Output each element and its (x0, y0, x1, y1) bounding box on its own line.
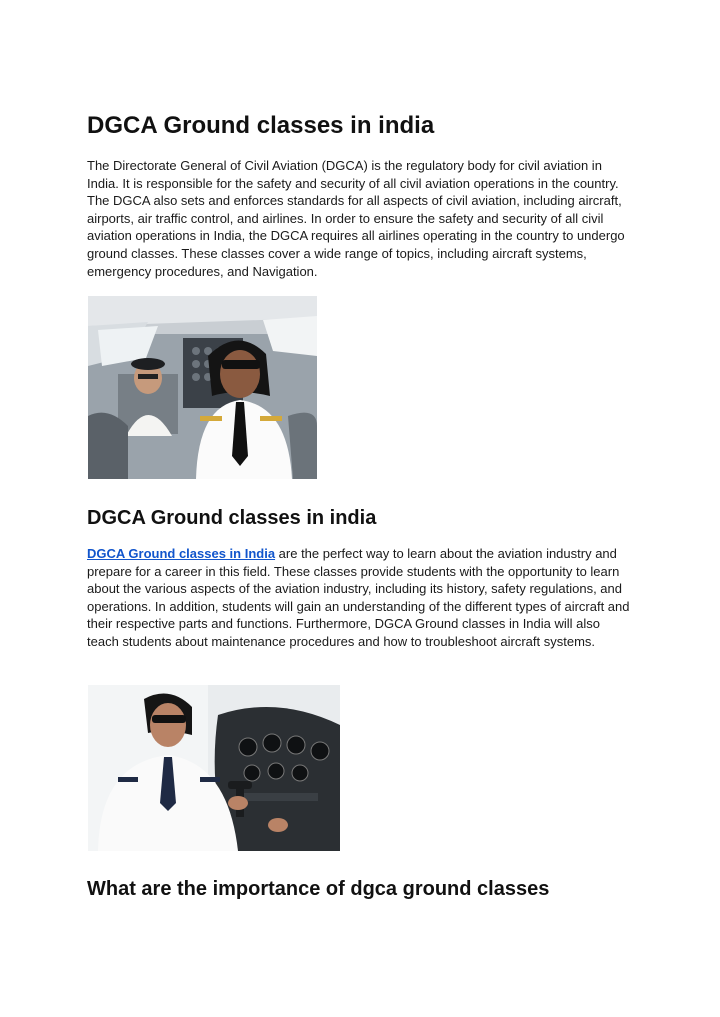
pilot-in-cockpit-photo (88, 685, 340, 851)
ground-classes-paragraph (87, 545, 635, 651)
ground-classes-link[interactable]: DGCA Ground classes in India (87, 546, 276, 561)
section-heading-ground-classes: DGCA Ground classes in india (87, 507, 377, 529)
ground-classes-paragraph-text: are the perfect way to learn about the aviation industry and prepare for a career in this field. These classes provide students with the opportunity to learn about the various aspects of the aviation industry, including its history, safety regulations, and operations. In addition, students will gain an understanding of the different types of aircraft and their respective parts and functions. Furthermore, DGCA Ground classes in India will also teach students about maintenance procedures and how to troubleshoot aircraft systems. (87, 546, 630, 649)
intro-paragraph: The Directorate General of Civil Aviation (DGCA) is the regulatory body for civil aviation in India. It is responsible for the safety and security of all civil aviation operations in the country. The DGCA also sets and enforces standards for all aspects of civil aviation, including aircraft, airports, air traffic control, and airlines. In order to ensure the safety and security of all civil aviation operations in India, the DGCA requires all airlines operating in the country to undergo ground classes. These classes cover a wide range of topics, including aircraft systems, emergency procedures, and Navigation. (87, 158, 625, 279)
section-heading-importance: What are the importance of dgca ground classes (87, 878, 550, 900)
page-title: DGCA Ground classes in india (87, 112, 435, 139)
cockpit-pilots-photo (88, 296, 317, 479)
